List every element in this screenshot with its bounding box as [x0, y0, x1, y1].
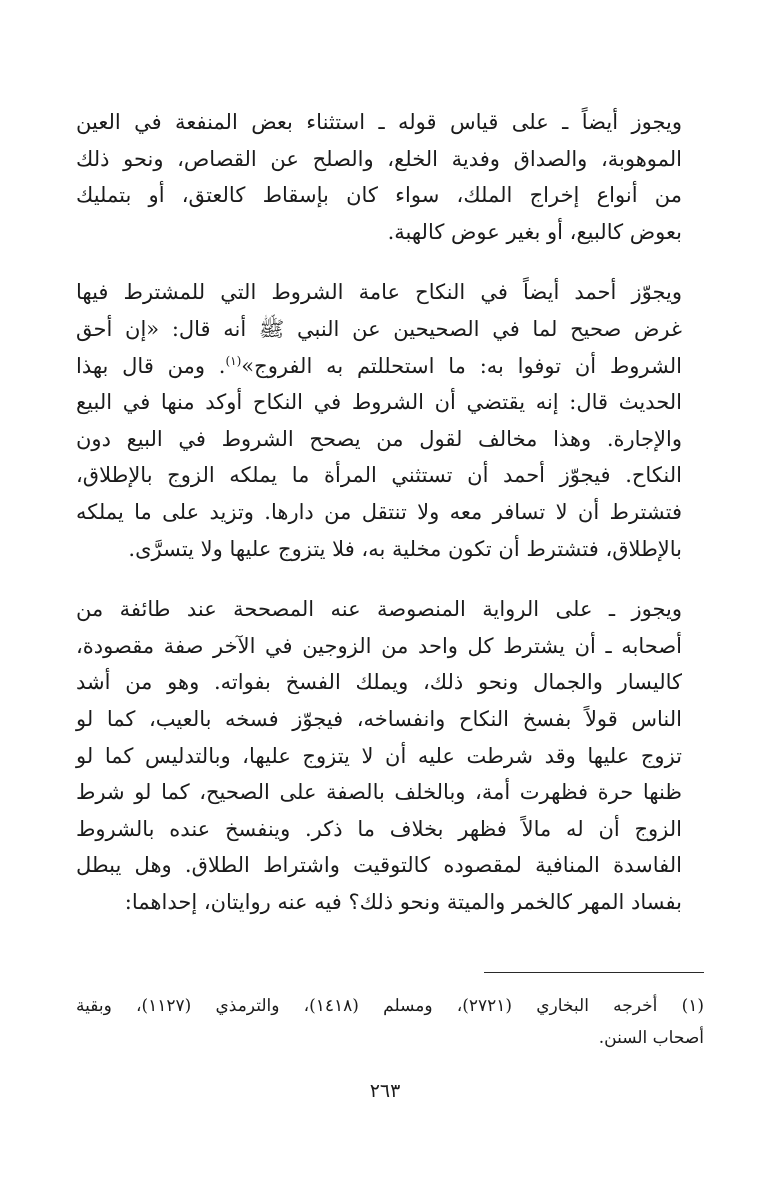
text-line: ويجوّز أحمد أيضاً في النكاح عامة الشروط التي للمشترط فيها [76, 280, 682, 305]
paragraph-3 [76, 591, 704, 920]
text-fragment: . ومن قال بهذا [76, 353, 226, 378]
paragraph-2 [76, 274, 704, 567]
footnote-line: (١) أخرجه البخاري (٢٧٢١)، ومسلم (١٤١٨)، والترمذي (١١٢٧)، وبقية [76, 996, 704, 1016]
footnote-marker: (١) [225, 353, 242, 368]
text-fragment: الشروط أن توفوا به: ما استحللتم به الفروج» [241, 353, 682, 378]
text-line: الفاسدة المنافية لمقصوده كالتوقيت واشتراط الطلاق. وهل يبطل [76, 853, 682, 878]
text-line: فتشترط أن لا تسافر معه ولا تنتقل من دارها. وتزيد على ما يملكه [76, 499, 682, 524]
text-line: بفساد المهر كالخمر والميتة ونحو ذلك؟ فيه عنه روايتان، إحداهما: [124, 889, 682, 914]
text-line: كاليسار والجمال ونحو ذلك، ويملك الفسخ بفواته. وهو من أشد [76, 670, 682, 695]
text-line: النكاح. فيجوّز أحمد أن تستثني المرأة ما يملكه الزوج بالإطلاق، [76, 463, 682, 488]
text-line: بعوض كالبيع، أو بغير عوض كالهبة. [387, 219, 682, 244]
text-line-with-footnote [76, 348, 704, 385]
footnote-divider [484, 972, 704, 973]
text-line: الزوج أن له مالاً فظهر بخلاف ما ذكر. وينفسخ عنده بالشروط [76, 816, 682, 841]
text-line: أصحابه ـ أن يشترط كل واحد من الزوجين في الآخر صفة مقصودة، [76, 633, 682, 658]
text-line: والإجارة. وهذا مخالف لقول من يصحح الشروط في البيع دون [76, 426, 682, 451]
text-line: الناس قولاً بفسخ النكاح وانفساخه، فيجوّز فسخه بالعيب، كما لو [76, 706, 682, 731]
text-line: من أنواع إخراج الملك، سواء كان بإسقاط كالعتق، أو بتمليك [76, 183, 682, 208]
text-line: الحديث قال: إنه يقتضي أن الشروط في النكاح أوكد منها في البيع [76, 390, 682, 415]
text-line: بالإطلاق، فتشترط أن تكون مخلية به، فلا يتزوج عليها ولا يتسرَّى. [128, 536, 682, 561]
text-line: غرض صحيح لما في الصحيحين عن النبي ﷺ أنه قال: «إن أحق [76, 316, 682, 341]
text-line: ويجوز أيضاً ـ على قياس قوله ـ استثناء بعض المنفعة في العين [76, 110, 682, 134]
text-line: تزوج عليها وقد شرطت عليه أن لا يتزوج عليها، وبالتدليس كما لو [76, 743, 682, 768]
main-text [76, 104, 704, 944]
footnote [76, 990, 704, 1054]
paragraph-1 [76, 104, 704, 250]
text-line: ويجوز ـ على الرواية المنصوصة عنه المصححة عند طائفة من [76, 597, 682, 622]
text-line: الموهوبة، والصداق وفدية الخلع، والصلح عن القصاص، ونحو ذلك [76, 146, 682, 171]
text-line: ظنها حرة فظهرت أمة، وبالخلف بالصفة على الصحيح، كما لو شرط [76, 780, 682, 805]
page-number: ٢٦٣ [369, 1080, 401, 1102]
footnote-line: أصحاب السنن. [598, 1028, 704, 1048]
